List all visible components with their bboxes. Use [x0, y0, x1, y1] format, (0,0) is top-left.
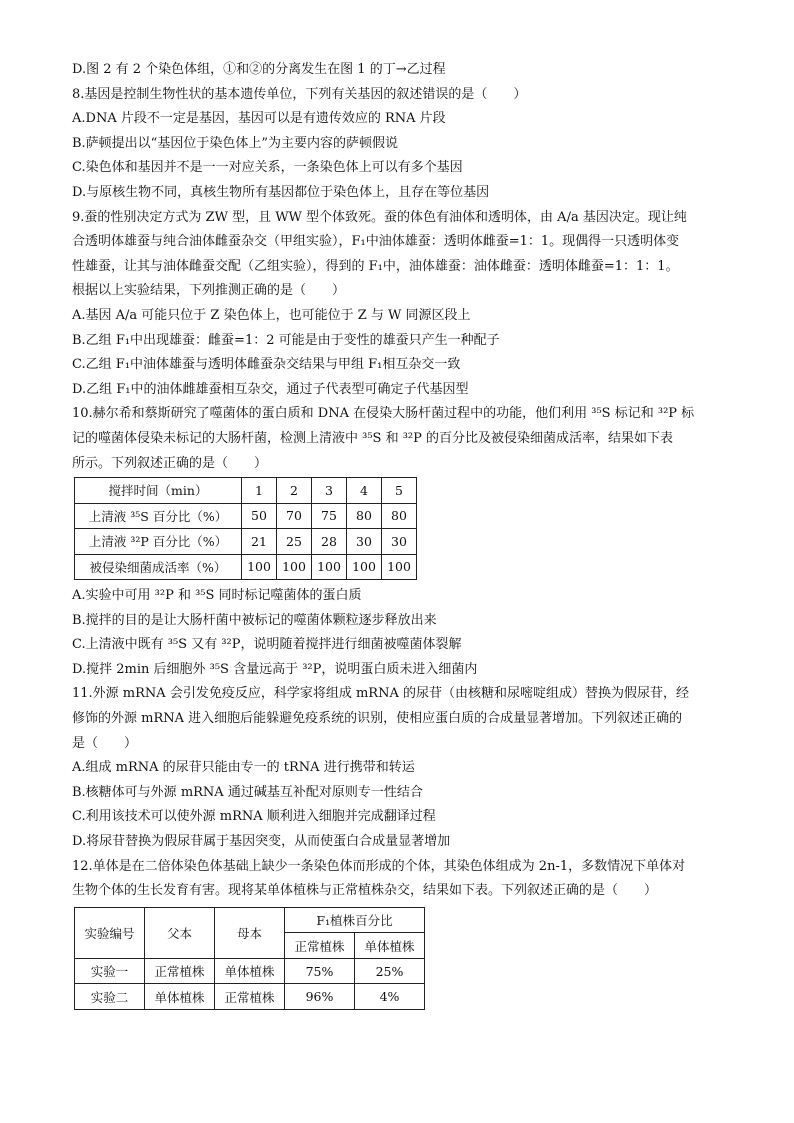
question-11-option-d: D.将尿苷替换为假尿苷属于基因突变，从而使蛋白合成量显著增加: [72, 834, 451, 850]
question-8-option-d: D.与原核生物不同，真核生物所有基因都位于染色体上，且存在等位基因: [72, 184, 490, 200]
question-11-option-c: C.利用该技术可以使外源 mRNA 顺利进入细胞并完成翻译过程: [72, 809, 436, 825]
question-11-option-b: B.核糖体可与外源 mRNA 通过碱基互补配对原则专一性结合: [72, 784, 423, 800]
question-8-option-a: A.DNA 片段不一定是基因，基因可以是有遗传效应的 RNA 片段: [72, 111, 446, 127]
table-cell: 25%: [355, 958, 425, 984]
table-cell: 实验二: [75, 984, 145, 1010]
table-header-cell: 5: [382, 478, 417, 504]
question-10-stem-line-2: 记的噬菌体侵染未标记的大肠杆菌，检测上清液中 ³⁵S 和 ³²P 的百分比及被侵染细菌成活率，结果如下表: [72, 430, 674, 446]
question-12-stem-line-2: 生物个体的生长发育有害。现将某单体植株与正常植株杂交，结果如下表。下列叙述正确的是（ ）: [72, 883, 658, 899]
table-cell: 75: [312, 503, 347, 529]
table-header-row: [75, 907, 425, 933]
table-cell: 75%: [285, 958, 355, 984]
question-9-option-d: D.乙组 F₁中的油体雌雄蚕相互杂交，通过子代表型可确定子代基因型: [72, 381, 469, 397]
table-header-cell: F₁植株百分比: [285, 907, 425, 933]
question-9-stem-line-2: 合透明体雄蚕与纯合油体雌蚕杂交（甲组实验），F₁中油体雄蚕：透明体雌蚕=1：1。现偶得一只透明体变: [72, 234, 680, 250]
table-header-cell: 4: [347, 478, 382, 504]
table-cell: 70: [277, 503, 312, 529]
question-9-stem-line-1: 9.蚕的性别决定方式为 ZW 型，且 WW 型个体致死。蚕的体色有油体和透明体，由 A/a 基因决定。现让纯: [72, 209, 687, 225]
table-cell: 正常植株: [145, 958, 215, 984]
table-cell: 80: [347, 503, 382, 529]
table-cell: 单体植株: [215, 958, 285, 984]
question-10-stem-line-3: 所示。下列叙述正确的是（ ）: [72, 455, 268, 471]
table-header-cell: 正常植株: [285, 933, 355, 959]
question-9-stem-line-4: 根据以上实验结果，下列推测正确的是（ ）: [72, 283, 346, 299]
table-cell: 上清液 ³²P 百分比（%）: [75, 529, 242, 555]
table-cell: 30: [382, 529, 417, 555]
table-cell: 28: [312, 529, 347, 555]
table-header-cell: 母本: [215, 907, 285, 958]
table-cell: 100: [277, 554, 312, 580]
table-cell: 80: [382, 503, 417, 529]
question-7-option-d: D.图 2 有 2 个染色体组，①和②的分离发生在图 1 的丁→乙过程: [72, 62, 446, 77]
table-cell: 50: [242, 503, 277, 529]
table-header-cell: 2: [277, 478, 312, 504]
table-header-cell: 父本: [145, 907, 215, 958]
question-10-option-b: B.搅拌的目的是让大肠杆菌中被标记的噬菌体颗粒逐步释放出来: [72, 612, 437, 628]
question-10-option-d: D.搅拌 2min 后细胞外 ³⁵S 含量远高于 ³²P，说明蛋白质未进入细菌内: [72, 661, 478, 677]
question-11-stem-line-3: 是（ ）: [72, 735, 138, 751]
table-cell: 100: [312, 554, 347, 580]
phage-experiment-table: [74, 477, 417, 580]
table-row: [75, 554, 417, 580]
question-10-option-c: C.上清液中既有 ³⁵S 又有 ³²P，说明随着搅拌进行细菌被噬菌体裂解: [72, 637, 462, 653]
table-cell: 100: [347, 554, 382, 580]
exam-page: [72, 58, 722, 1010]
question-9-option-c: C.乙组 F₁中油体雄蚕与透明体雌蚕杂交结果与甲组 F₁相互杂交一致: [72, 357, 461, 373]
question-11-option-a: A.组成 mRNA 的尿苷只能由专一的 tRNA 进行携带和转运: [72, 760, 415, 776]
table-cell: 30: [347, 529, 382, 555]
table-cell: 单体植株: [145, 984, 215, 1010]
table-cell: 4%: [355, 984, 425, 1010]
question-8-stem: 8.基因是控制生物性状的基本遗传单位，下列有关基因的叙述错误的是（ ）: [72, 86, 527, 102]
table-row: [75, 958, 425, 984]
question-9-option-b: B.乙组 F₁中出现雄蚕：雌蚕=1：2 可能是由于变性的雄蚕只产生一种配子: [72, 332, 500, 348]
table-cell: 25: [277, 529, 312, 555]
table-cell: 96%: [285, 984, 355, 1010]
question-11-stem-line-1: 11.外源 mRNA 会引发免疫反应，科学家将组成 mRNA 的尿苷（由核糖和尿嘧啶组成）替换为假尿苷，经: [72, 686, 689, 702]
question-8-option-c: C.染色体和基因并不是一一对应关系，一条染色体上可以有多个基因: [72, 160, 463, 176]
table-row: [75, 529, 417, 555]
table-header-cell: 搅拌时间（min）: [75, 478, 242, 504]
table-header-cell: 单体植株: [355, 933, 425, 959]
table-header-cell: 3: [312, 478, 347, 504]
table-cell: 21: [242, 529, 277, 555]
table-cell: 被侵染细菌成活率（%）: [75, 554, 242, 580]
table-row: [75, 503, 417, 529]
table-cell: 实验一: [75, 958, 145, 984]
table-cell: 正常植株: [215, 984, 285, 1010]
question-9-stem-line-3: 性雄蚕，让其与油体雌蚕交配（乙组实验），得到的 F₁中，油体雄蚕：油体雌蚕：透明体雌蚕=1：1：1。: [72, 258, 679, 274]
question-10-stem-line-1: 10.赫尔希和蔡斯研究了噬菌体的蛋白质和 DNA 在侵染大肠杆菌过程中的功能，他们利用 ³⁵S 标记和 ³²P 标: [72, 406, 695, 422]
question-12-stem-line-1: 12.单体是在二倍体染色体基础上缺少一条染色体而形成的个体，其染色体组成为 2n-1，多数情况下单体对: [72, 858, 686, 874]
table-cell: 100: [382, 554, 417, 580]
question-11-stem-line-2: 修饰的外源 mRNA 进入细胞后能躲避免疫系统的识别，使相应蛋白质的合成量显著增加。下列叙述正确的: [72, 711, 683, 727]
table-header-cell: 实验编号: [75, 907, 145, 958]
monosomy-cross-table: [74, 907, 425, 1010]
table-cell: 上清液 ³⁵S 百分比（%）: [75, 503, 242, 529]
table-header-row: [75, 478, 417, 504]
question-9-option-a: A.基因 A/a 可能只位于 Z 染色体上，也可能位于 Z 与 W 同源区段上: [72, 307, 471, 323]
question-10-option-a: A.实验中可用 ³²P 和 ³⁵S 同时标记噬菌体的蛋白质: [72, 588, 362, 604]
question-8-option-b: B.萨顿提出以“基因位于染色体上”为主要内容的萨顿假说: [72, 135, 398, 151]
table-header-cell: 1: [242, 478, 277, 504]
table-row: [75, 984, 425, 1010]
table-cell: 100: [242, 554, 277, 580]
